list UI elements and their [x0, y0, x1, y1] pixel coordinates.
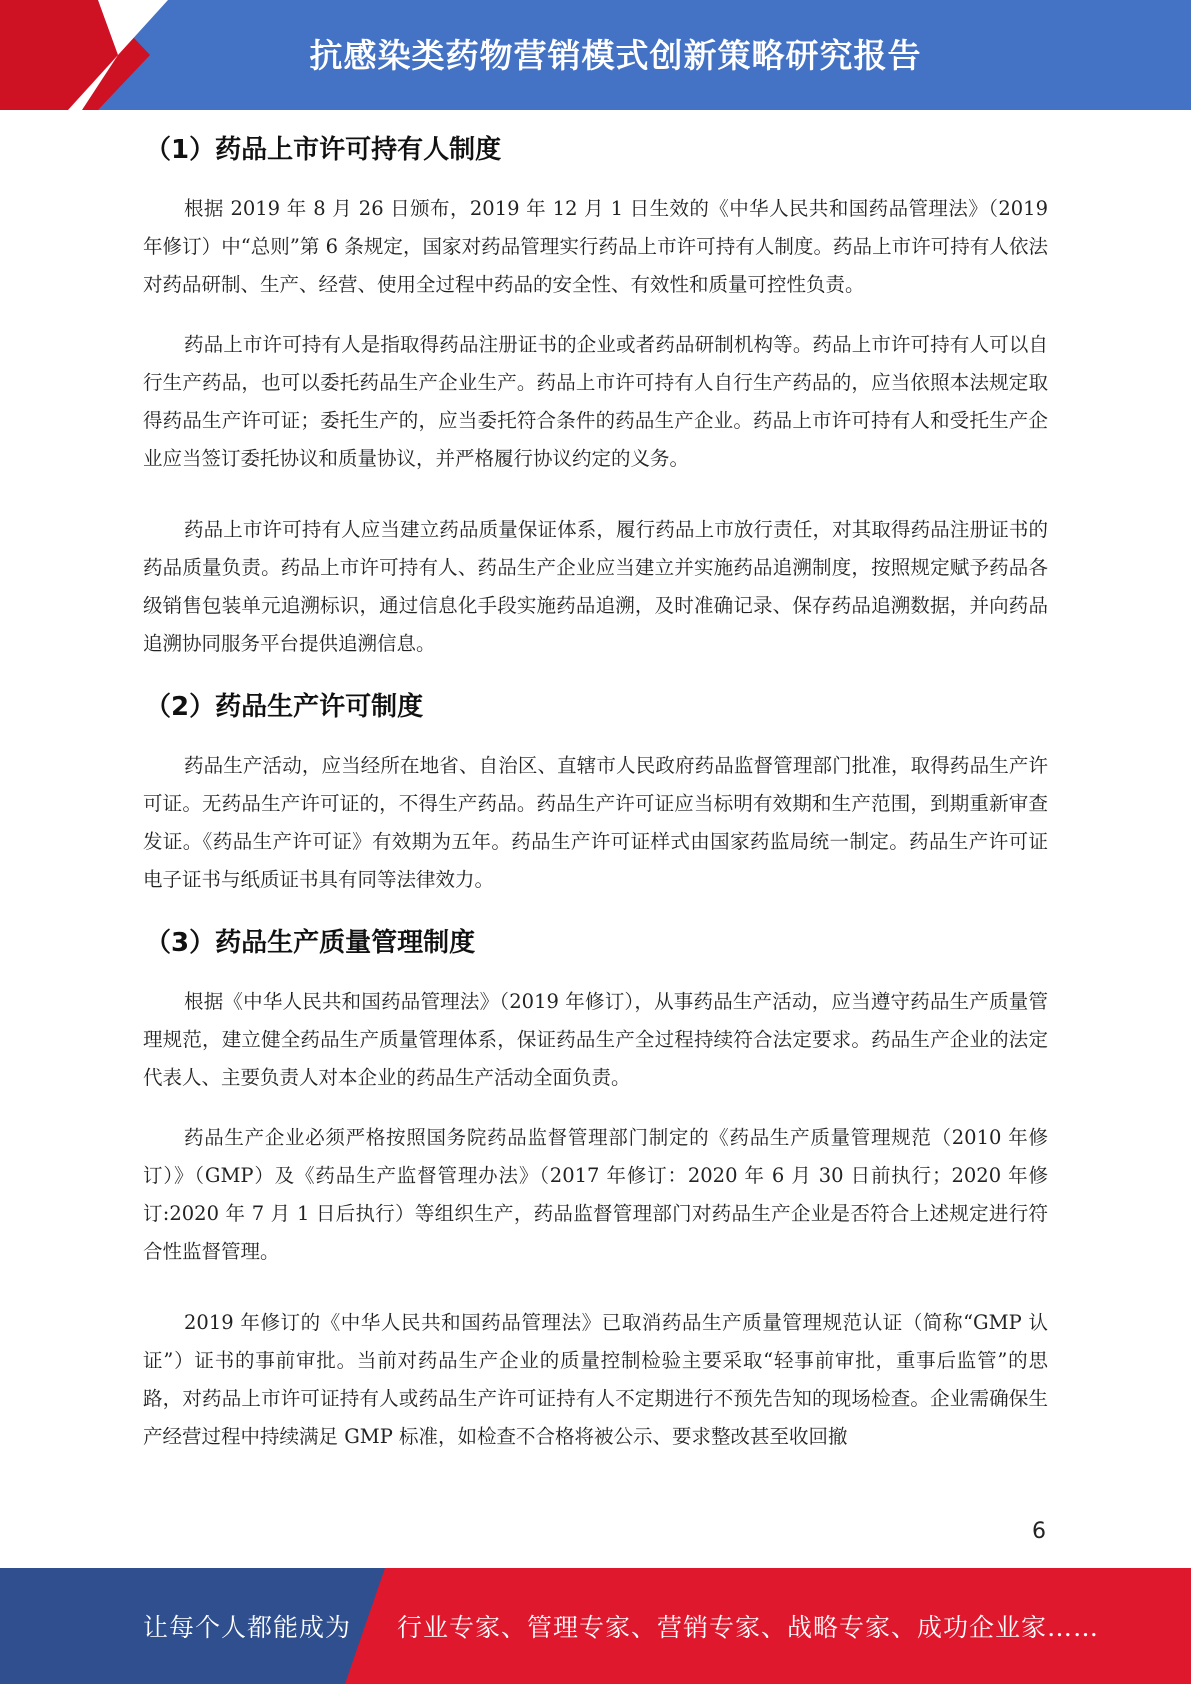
paragraph: 药品上市许可持有人是指取得药品注册证书的企业或者药品研制机构等。药品上市许可持有人可以自行生产药品，也可以委托药品生产企业生产。药品上市许可持有人自行生产药品的，应当依照本法规定取得药品生产许可证；委托生产的，应当委托符合条件的药品生产企业。药品上市许可持有人和受托生产企业应当签订委托协议和质量协议，并严格履行协议约定的义务。 — [143, 333, 1048, 470]
report-title: 抗感染类药物营销模式创新策略研究报告 — [309, 36, 922, 75]
section-heading-2: （2）药品生产许可制度 — [145, 692, 424, 722]
paragraph: 药品生产企业必须严格按照国务院药品监督管理部门制定的《药品生产质量管理规范（2010 年修订）》（GMP）及《药品生产监督管理办法》（2017 年修订：2020 年 6 月 30 日前执行；2020 年修订:2020 年 7 月 1 日后执行）等组织生产，药品监督管理部门对药品生产企业是否符合上述规定进行符合性监督管理。 — [143, 1126, 1048, 1263]
paragraph: 根据《中华人民共和国药品管理法》（2019 年修订），从事药品生产活动，应当遵守药品生产质量管理规范，建立健全药品生产质量管理体系，保证药品生产全过程持续符合法定要求。药品生产企业的法定代表人、主要负责人对本企业的药品生产活动全面负责。 — [143, 990, 1048, 1089]
main-content — [143, 120, 1048, 1489]
footer-slogan-left: 让每个人都能成为 — [143, 1613, 352, 1642]
paragraph: 药品上市许可持有人应当建立药品质量保证体系，履行药品上市放行责任，对其取得药品注册证书的药品质量负责。药品上市许可持有人、药品生产企业应当建立并实施药品追溯制度，按照规定赋予药品各级销售包装单元追溯标识，通过信息化手段实施药品追溯，及时准确记录、保存药品追溯数据，并向药品追溯协同服务平台提供追溯信息。 — [143, 518, 1048, 655]
section-heading-3: （3）药品生产质量管理制度 — [145, 928, 476, 958]
footer-banner — [0, 1568, 1191, 1684]
footer-slogan-right: 行业专家、管理专家、营销专家、战略专家、成功企业家…… — [397, 1613, 1100, 1642]
paragraph: 药品生产活动，应当经所在地省、自治区、直辖市人民政府药品监督管理部门批准，取得药品生产许可证。无药品生产许可证的，不得生产药品。药品生产许可证应当标明有效期和生产范围，到期重新审查发证。《药品生产许可证》有效期为五年。药品生产许可证样式由国家药监局统一制定。药品生产许可证电子证书与纸质证书具有同等法律效力。 — [143, 754, 1048, 891]
page-number: 6 — [1032, 1519, 1046, 1544]
section-heading-1: （1）药品上市许可持有人制度 — [145, 135, 502, 165]
paragraph: 根据 2019 年 8 月 26 日颁布，2019 年 12 月 1 日生效的《中华人民共和国药品管理法》（2019 年修订）中“总则”第 6 条规定，国家对药品管理实行药品上市许可持有人制度。药品上市许可持有人依法对药品研制、生产、经营、使用全过程中药品的安全性、有效性和质量可控性负责。 — [143, 197, 1048, 296]
header-banner — [0, 0, 1191, 110]
paragraph: 2019 年修订的《中华人民共和国药品管理法》已取消药品生产质量管理规范认证（简称“GMP 认证”）证书的事前审批。当前对药品生产企业的质量控制检验主要采取“轻事前审批，重事后监管”的思路，对药品上市许可证持有人或药品生产许可证持有人不定期进行不预先告知的现场检查。企业需确保生产经营过程中持续满足 GMP 标准，如检查不合格将被公示、要求整改甚至收回撤 — [143, 1311, 1048, 1448]
